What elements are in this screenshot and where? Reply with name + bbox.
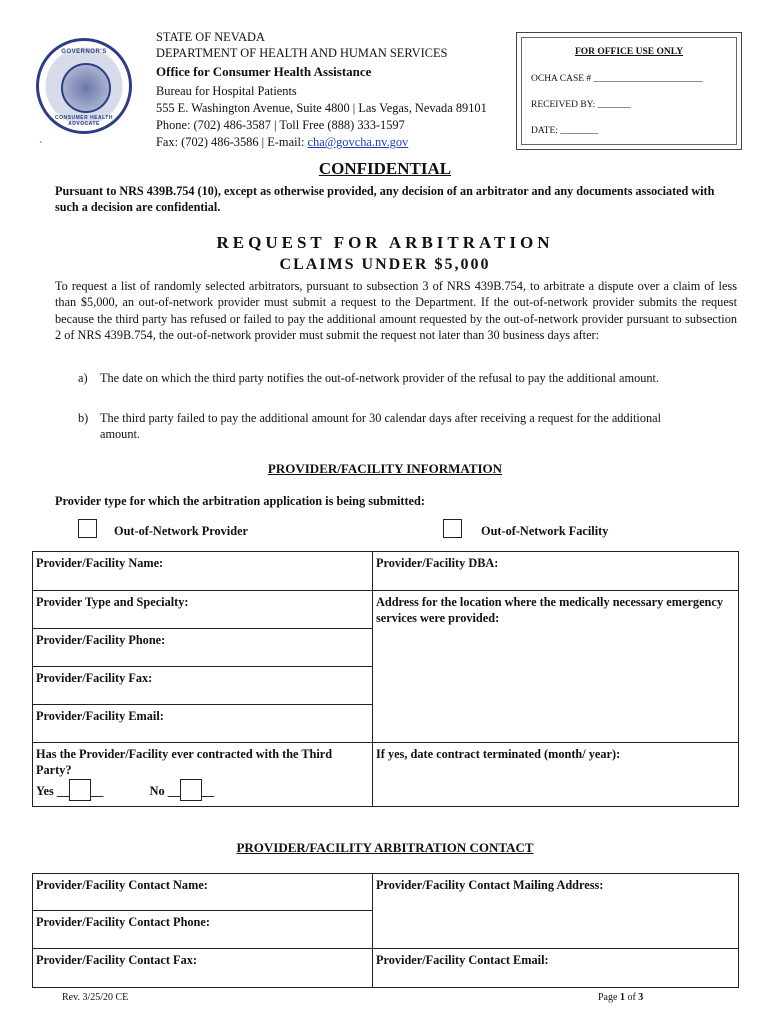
office-name: Office for Consumer Health Assistance	[156, 64, 372, 79]
seal-bottom-text: CONSUMER HEALTH ADVOCATE	[55, 115, 113, 127]
page-number: 1	[619, 992, 625, 1003]
yes-no-row	[36, 779, 369, 801]
contracted-question: Has the Provider/Facility ever contracted with the Third Party?	[36, 747, 333, 777]
no-underline: __	[202, 784, 215, 798]
yes-checkbox[interactable]	[69, 779, 91, 801]
provider-phone-field[interactable]: Provider/Facility Phone:	[33, 629, 373, 667]
provider-type-specialty-field[interactable]: Provider Type and Specialty:	[33, 591, 373, 629]
confidential-heading: CONFIDENTIAL	[318, 159, 452, 178]
page-indicator	[598, 992, 643, 1003]
list-item	[78, 370, 678, 386]
contact-fax-field[interactable]: Provider/Facility Contact Fax:	[33, 949, 373, 988]
provider-dba-field[interactable]: Provider/Facility DBA:	[373, 552, 739, 591]
yes-underline: __	[91, 784, 104, 798]
form-subtitle: CLAIMS UNDER $5,000	[279, 256, 491, 273]
no-checkbox[interactable]	[180, 779, 202, 801]
office-use-title: FOR OFFICE USE ONLY	[574, 47, 684, 57]
received-by-field[interactable]: RECEIVED BY: _______	[531, 100, 631, 110]
contact-mailing-address-field[interactable]: Provider/Facility Contact Mailing Address:	[373, 874, 739, 949]
no-label: No __	[149, 784, 180, 798]
provider-section-heading: PROVIDER/FACILITY INFORMATION	[267, 461, 503, 476]
contact-info-table	[32, 873, 739, 988]
page-of: of	[624, 992, 639, 1003]
office-fax-email	[156, 134, 408, 150]
list-marker: a)	[78, 371, 88, 385]
service-location-address-field[interactable]: Address for the location where the medically necessary emergency services were provided:	[373, 591, 739, 743]
out-of-network-provider-label: Out-of-Network Provider	[114, 524, 248, 538]
provider-type-prompt: Provider type for which the arbitration application is being submitted:	[55, 494, 425, 508]
office-address: 555 E. Washington Avenue, Suite 4800 | Las Vegas, Nevada 89101	[156, 101, 487, 115]
office-use-inner	[521, 37, 737, 145]
state-name: STATE OF NEVADA	[156, 30, 265, 44]
out-of-network-facility-checkbox[interactable]	[443, 519, 462, 538]
provider-email-field[interactable]: Provider/Facility Email:	[33, 705, 373, 743]
page-prefix: Page	[598, 992, 620, 1003]
contact-section-heading: PROVIDER/FACILITY ARBITRATION CONTACT	[236, 840, 534, 855]
contracted-question-cell	[33, 743, 373, 807]
intro-paragraph: To request a list of randomly selected arbitrators, pursuant to subsection 3 of NRS 439B.754, to arbitrate a dispute over a claim of less than $5,000, an out-of-network provider must submit a request to the Department. If the out-of-network provider submits the request because the third party has refused or failed to pay the additional amount requested by the out-of-network provider pursuant to subsection 2 of NRS 439B.754, the out-of-network provider must submit the request not later than 30 business days after:	[55, 279, 737, 342]
contract-terminated-field[interactable]: If yes, date contract terminated (month/ year):	[373, 743, 739, 807]
confidential-notice: Pursuant to NRS 439B.754 (10), except as otherwise provided, any decision of an arbitrator and any documents associated with such a decision are confidential.	[55, 184, 715, 214]
list-item	[78, 410, 678, 442]
contact-email-field[interactable]: Provider/Facility Contact Email:	[373, 949, 739, 988]
governor-consumer-health-advocate-seal	[36, 38, 132, 134]
out-of-network-provider-checkbox[interactable]	[78, 519, 97, 538]
contact-phone-field[interactable]: Provider/Facility Contact Phone:	[33, 911, 373, 949]
revision-label: Rev. 3/25/20 CE	[62, 992, 129, 1003]
office-phone: Phone: (702) 486-3587 | Toll Free (888) 333-1597	[156, 118, 405, 132]
department-name: DEPARTMENT OF HEALTH AND HUMAN SERVICES	[156, 46, 448, 60]
list-text: The date on which the third party notifies the out-of-network provider of the refusal to pay the additional amount.	[100, 371, 660, 385]
date-field[interactable]: DATE: ________	[531, 126, 599, 136]
email-link[interactable]: cha@govcha.nv.gov	[307, 135, 409, 149]
yes-label: Yes __	[36, 784, 70, 798]
seal-top-text: GOVERNOR'S	[61, 49, 107, 55]
out-of-network-facility-label: Out-of-Network Facility	[481, 524, 609, 538]
provider-fax-field[interactable]: Provider/Facility Fax:	[33, 667, 373, 705]
stray-mark: `	[39, 141, 43, 152]
page-total: 3	[638, 992, 644, 1003]
form-title: REQUEST FOR ARBITRATION	[216, 233, 554, 252]
contact-name-field[interactable]: Provider/Facility Contact Name:	[33, 874, 373, 911]
bureau-name: Bureau for Hospital Patients	[156, 84, 297, 98]
office-use-box	[516, 32, 742, 150]
list-marker: b)	[78, 411, 89, 425]
ocha-case-field[interactable]: OCHA CASE # _______________________	[531, 74, 703, 84]
provider-info-table	[32, 551, 739, 807]
fax-label: Fax: (702) 486-3586 | E-mail:	[156, 135, 308, 149]
nevada-seal-icon	[61, 63, 111, 113]
list-text: The third party failed to pay the additional amount for 30 calendar days after receiving a request for the additional amount.	[100, 411, 662, 441]
provider-name-field[interactable]: Provider/Facility Name:	[33, 552, 373, 591]
